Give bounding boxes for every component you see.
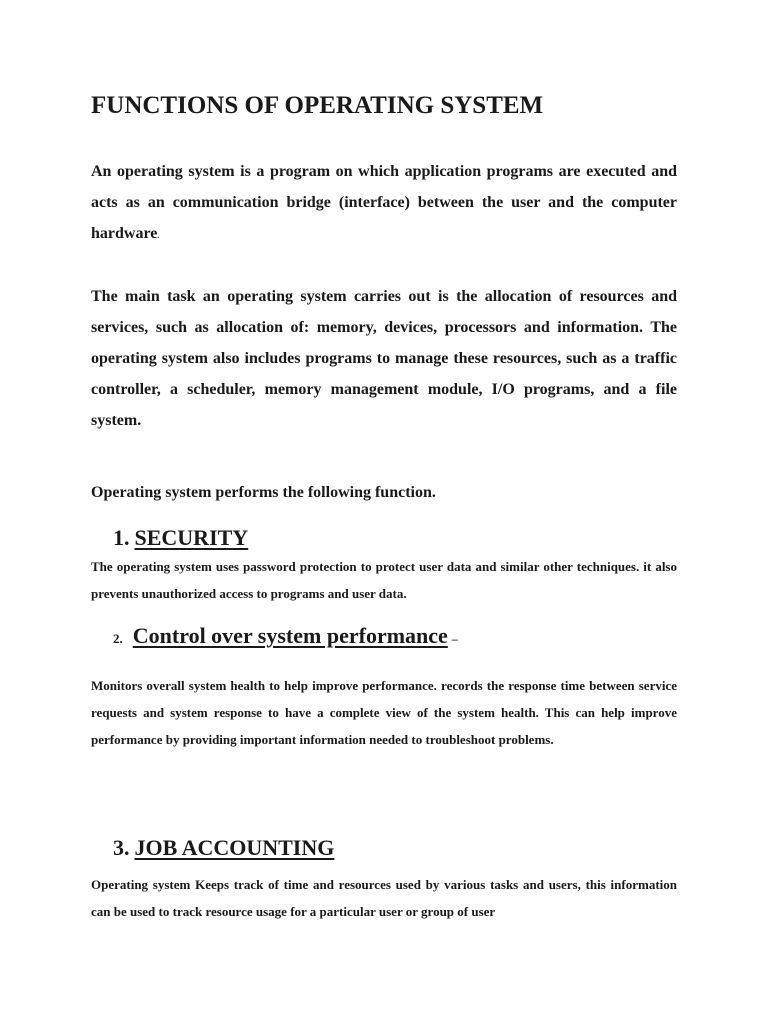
section-number: 3. xyxy=(113,835,130,860)
section-title: Control over system performance xyxy=(132,623,448,648)
document-title: FUNCTIONS OF OPERATING SYSTEM xyxy=(91,92,544,119)
intro-paragraph xyxy=(91,156,677,251)
section-title: SECURITY xyxy=(134,525,249,550)
section-number: 2. xyxy=(113,631,123,646)
section-suffix: – xyxy=(451,632,458,646)
section-number: 1. xyxy=(113,525,130,550)
section-heading-security xyxy=(113,525,248,551)
section-heading-job-accounting xyxy=(113,835,334,861)
main-task-paragraph: The main task an operating system carries out is the allocation of resources and services, such as allocation of: memory, devices, processors and information. The operating system also includes programs to manage these resources, such as a traffic controller, a scheduler, memory management module, I/O programs, and a file system. xyxy=(91,288,677,429)
section-title: JOB ACCOUNTING xyxy=(134,835,335,860)
section-text-control: Monitors overall system health to help improve performance. records the response time between service requests and system response to have a complete view of the system health. This can help improve performance by providing important information needed to troubleshoot problems. xyxy=(91,678,677,747)
section-text-security: The operating system uses password protection to protect user data and similar other techniques. it also prevents unauthorized access to programs and user data. xyxy=(91,559,677,601)
intro-text: An operating system is a program on which application programs are executed and acts as an communication bridge (interface) between the user and the computer hardware xyxy=(91,163,677,242)
section-heading-control xyxy=(113,623,458,649)
section-text-job-accounting: Operating system Keeps track of time and resources used by various tasks and users, this information can be used to track resource usage for a particular user or group of user xyxy=(91,877,677,919)
performs-paragraph: Operating system performs the following function. xyxy=(91,484,436,501)
intro-end-mark: . xyxy=(157,231,160,240)
